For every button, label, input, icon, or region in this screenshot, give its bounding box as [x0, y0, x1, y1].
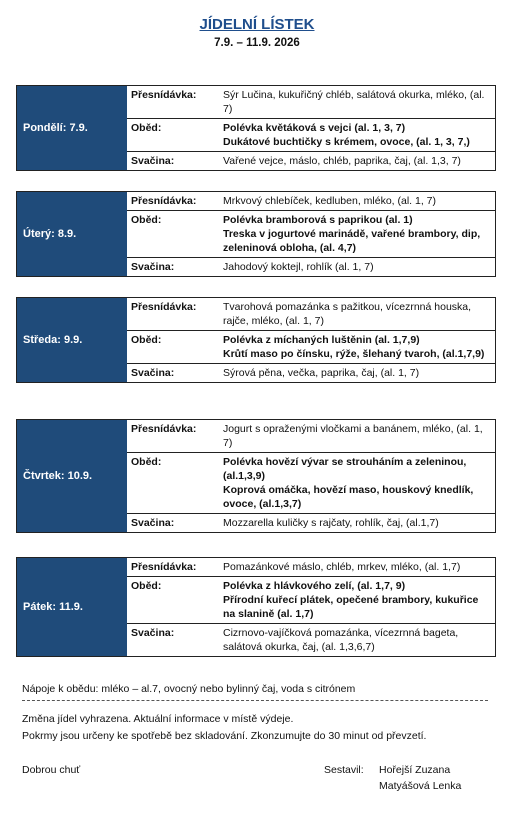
day-label: Pondělí: 7.9.: [17, 86, 127, 170]
meal-label: Svačina:: [131, 261, 175, 273]
meal-text: Sýr Lučina, kukuřičný chléb, salátová okurka, mléko, (al. 7): [223, 89, 485, 115]
day-label: Pátek: 11.9.: [17, 558, 127, 656]
menu-title: JÍDELNÍ LÍSTEK: [199, 16, 315, 33]
meal-label: Oběd:: [131, 334, 162, 346]
meal-lunch: [127, 453, 495, 514]
meals: [127, 558, 495, 656]
meal-label: Oběd:: [131, 122, 162, 134]
meal-text: Mozzarella kuličky s rajčaty, rohlík, čaj, (al.1,7): [223, 517, 439, 529]
meals: [127, 192, 495, 276]
meal-lunch: [127, 331, 495, 364]
lunch-main: Treska v jogurtové marinádě, vařené brambory, dip, zeleninová obloha, (al. 4,7): [223, 228, 481, 254]
meal-text: [223, 211, 495, 257]
meal-text: Sýrová pěna, večka, paprika, čaj, (al. 1, 7): [223, 367, 420, 379]
change-note: Změna jídel vyhrazena. Aktuální informace v místě výdeje.: [22, 713, 294, 725]
menu-date-range: 7.9. – 11.9. 2026: [214, 37, 300, 49]
meal-lunch: [127, 577, 495, 624]
meals: [127, 298, 495, 382]
meal-label: Přesnídávka:: [131, 561, 197, 573]
consumption-note: Pokrmy jsou určeny ke spotřebě bez skladování. Zkonzumujte do 30 minut od převzetí.: [22, 730, 427, 742]
meal-text: Jahodový koktejl, rohlík (al. 1, 7): [223, 261, 374, 273]
lunch-soup: Polévka z míchaných luštěnin (al. 1,7,9): [223, 334, 420, 346]
lunch-main: Koprová omáčka, hovězí maso, houskový knedlík, ovoce, (al.1,3,7): [223, 484, 474, 510]
meal-text: Jogurt s opraženými vločkami a banánem, mléko, (al. 1, 7): [223, 423, 483, 449]
meal-text: Tvarohová pomazánka s pažitkou, vícezrnná houska, rajče, mléko, (al. 1, 7): [223, 301, 472, 327]
day-label: Úterý: 8.9.: [17, 192, 127, 276]
meal-label: Svačina:: [131, 627, 175, 639]
lunch-main: Přírodní kuřecí plátek, opečené brambory, kukuřice na slanině (al. 1,7): [223, 594, 479, 620]
meal-lunch: [127, 119, 495, 152]
divider: [22, 700, 488, 701]
meal-breakfast: [127, 86, 495, 119]
meal-label: Svačina:: [131, 367, 175, 379]
meal-breakfast: [127, 192, 495, 211]
day-thursday: [16, 419, 496, 533]
meal-label: Oběd:: [131, 214, 162, 226]
meal-breakfast: [127, 298, 495, 331]
meal-text: Pomazánkové máslo, chléb, mrkev, mléko, (al. 1,7): [223, 561, 461, 573]
meal-text: [223, 453, 495, 513]
lunch-main: Krůtí maso po čínsku, rýže, šlehaný tvaroh, (al.1,7,9): [223, 348, 485, 360]
author-label: Sestavil:: [324, 764, 364, 776]
meal-text: Vařené vejce, máslo, chléb, paprika, čaj, (al. 1,3, 7): [223, 155, 461, 167]
author-name: Matyášová Lenka: [379, 780, 462, 792]
meal-breakfast: [127, 558, 495, 577]
drinks-note: Nápoje k obědu: mléko – al.7, ovocný nebo bylinný čaj, voda s citrónem: [22, 683, 356, 695]
meal-text: [223, 577, 495, 623]
meal-label: Svačina:: [131, 517, 175, 529]
day-monday: [16, 85, 496, 171]
meal-text: Mrkvový chlebíček, kedluben, mléko, (al. 1, 7): [223, 195, 437, 207]
day-label: Středa: 9.9.: [17, 298, 127, 382]
meal-label: Přesnídávka:: [131, 195, 197, 207]
meal-lunch: [127, 211, 495, 258]
day-wednesday: [16, 297, 496, 383]
meal-snack: [127, 152, 495, 170]
day-label: Čtvrtek: 10.9.: [17, 420, 127, 532]
author-name: Hořejší Zuzana: [379, 764, 451, 776]
meal-snack: [127, 514, 495, 532]
lunch-soup: Polévka hovězí vývar se strouháním a zeleninou, (al.1,3,9): [223, 456, 467, 482]
meal-text: [223, 119, 495, 151]
lunch-soup: Polévka z hlávkového zelí, (al. 1,7, 9): [223, 580, 406, 592]
meal-label: Oběd:: [131, 456, 162, 468]
meal-label: Přesnídávka:: [131, 89, 197, 101]
meal-text: [223, 331, 495, 363]
meal-text: Cizrnovo-vajíčková pomazánka, vícezrnná bageta, salátová okurka, čaj, (al. 1,3,6,7): [223, 627, 459, 653]
day-tuesday: [16, 191, 496, 277]
greeting: Dobrou chuť: [22, 764, 81, 776]
meal-label: Přesnídávka:: [131, 423, 197, 435]
meal-snack: [127, 258, 495, 276]
lunch-soup: Polévka květáková s vejci (al. 1, 3, 7): [223, 122, 406, 134]
meal-snack: [127, 624, 495, 656]
day-friday: [16, 557, 496, 657]
meal-label: Přesnídávka:: [131, 301, 197, 313]
meal-label: Svačina:: [131, 155, 175, 167]
meal-snack: [127, 364, 495, 382]
lunch-soup: Polévka bramborová s paprikou (al. 1): [223, 214, 413, 226]
meals: [127, 86, 495, 170]
meal-label: Oběd:: [131, 580, 162, 592]
meal-breakfast: [127, 420, 495, 453]
meals: [127, 420, 495, 532]
lunch-main: Dukátové buchtičky s krémem, ovoce, (al. 1, 3, 7,): [223, 136, 470, 148]
